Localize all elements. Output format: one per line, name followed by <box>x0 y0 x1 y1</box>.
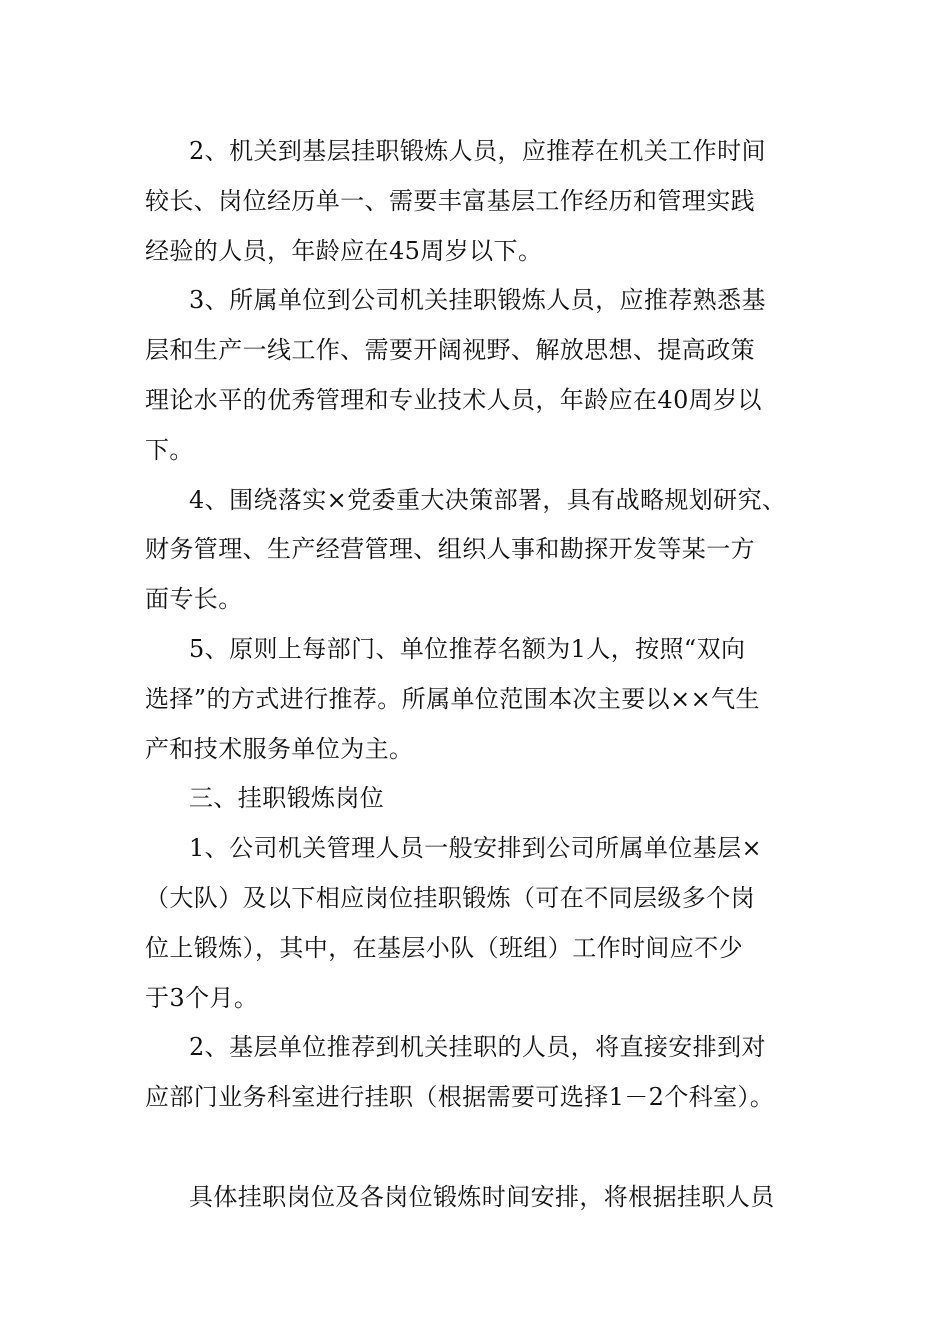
paragraph-line: 1、公司机关管理人员一般安排到公司所属单位基层× <box>189 834 762 863</box>
paragraph-line: 2、机关到基层挂职锻炼人员，应推荐在机关工作时间 <box>189 137 766 165</box>
paragraph-line: 财务管理、生产经营管理、组织人事和勘探开发等某一方 <box>145 535 755 564</box>
paragraph-line: 产和技术服务单位为主。 <box>145 734 414 763</box>
paragraph-line: 3、所属单位到公司机关挂职锻炼人员，应推荐熟悉基 <box>189 286 766 315</box>
paragraph-line: 具体挂职岗位及各岗位锻炼时间安排，将根据挂职人员 <box>189 1182 775 1211</box>
paragraph-line: 位上锻炼），其中，在基层小队（班组）工作时间应不少 <box>145 933 743 962</box>
paragraph-line: 于3个月。 <box>145 983 259 1012</box>
paragraph-line: 三、挂职锻炼岗位 <box>189 784 385 813</box>
paragraph-line: 层和生产一线工作、需要开阔视野、解放思想、提高政策 <box>145 336 755 365</box>
paragraph-line: 下。 <box>145 435 194 464</box>
blank-line <box>145 1123 825 1173</box>
paragraph-line: 经验的人员，年龄应在45周岁以下。 <box>145 236 543 265</box>
paragraph-line: 较长、岗位经历单一、需要丰富基层工作经历和管理实践 <box>145 186 755 215</box>
paragraph-line: 选择”的方式进行推荐。所属单位范围本次主要以××气生 <box>145 684 760 713</box>
paragraph-line: 2、基层单位推荐到机关挂职的人员，将直接安排到对 <box>189 1033 766 1062</box>
document-body <box>145 127 825 1223</box>
paragraph-line: 应部门业务科室进行挂职（根据需要可选择1－2个科室）。 <box>145 1083 775 1112</box>
paragraph-line: 面专长。 <box>145 585 243 614</box>
paragraph-line: 理论水平的优秀管理和专业技术人员，年龄应在40周岁以 <box>145 385 762 414</box>
paragraph-line: 5、原则上每部门、单位推荐名额为1人，按照“双向 <box>189 634 746 663</box>
paragraph-line: 4、围绕落实×党委重大决策部署，具有战略规划研究、 <box>189 485 787 514</box>
paragraph-line: （大队）及以下相应岗位挂职锻炼（可在不同层级多个岗 <box>145 883 755 912</box>
